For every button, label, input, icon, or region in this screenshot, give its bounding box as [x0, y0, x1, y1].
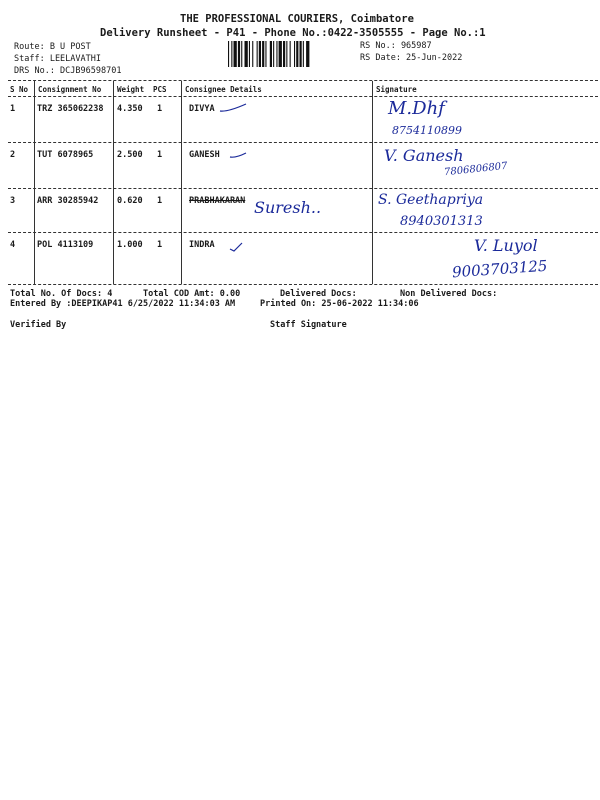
row-sno: 2 — [10, 150, 16, 160]
row-consignee: PRABHAKARAN — [189, 196, 246, 206]
total-docs: Total No. Of Docs: 4 — [10, 289, 113, 299]
recipient-phone: 7806806807 — [443, 160, 509, 179]
barcode — [228, 41, 348, 67]
barcode-bar — [231, 41, 232, 67]
row-sno: 3 — [10, 196, 16, 206]
non-delivered-docs: Non Delivered Docs: — [400, 289, 498, 299]
barcode-bar — [296, 41, 298, 67]
barcode-bar — [279, 41, 282, 67]
recipient-phone: 8754110899 — [392, 124, 462, 137]
entered-by: Entered By :DEEPIKAP41 6/25/2022 11:34:03 AM — [10, 299, 236, 309]
handwritten-annotation: Suresh.. — [254, 198, 322, 217]
barcode-bar — [273, 41, 274, 67]
row-weight: 1.000 — [117, 240, 143, 250]
col-header-consignee: Consignee Details — [185, 85, 262, 94]
row-pcs: 1 — [157, 104, 163, 114]
recipient-phone: 9003703125 — [451, 256, 548, 282]
row-pcs: 1 — [157, 196, 163, 206]
table-top-rule — [8, 80, 598, 81]
row-consignee: INDRA — [189, 240, 215, 250]
col-header-signature: Signature — [376, 85, 417, 94]
barcode-bar — [283, 41, 285, 67]
recipient-signature: S. Geethapriya — [378, 192, 484, 208]
barcode-bar — [290, 41, 291, 67]
row-divider — [8, 232, 598, 233]
row-divider — [8, 142, 598, 143]
row-consignment: POL 4113109 — [37, 240, 94, 250]
barcode-bar — [294, 41, 295, 67]
col-header-weight: Weight — [117, 85, 145, 94]
barcode-bar — [300, 41, 302, 67]
column-divider — [372, 81, 373, 284]
recipient-phone: 8940301313 — [400, 214, 483, 229]
printed-on: Printed On: 25-06-2022 11:34:06 — [260, 299, 419, 309]
column-divider — [113, 81, 114, 284]
recipient-signature: V. Ganesh — [384, 146, 464, 165]
barcode-bar — [265, 41, 266, 67]
barcode-bar — [303, 41, 304, 67]
row-consignment: TRZ 365062238 — [37, 104, 104, 114]
row-pcs: 1 — [157, 240, 163, 250]
barcode-bar — [262, 41, 264, 67]
barcode-bar — [252, 41, 253, 67]
col-header-consignment: Consignment No — [38, 85, 102, 94]
col-header-pcs: PCS — [153, 85, 167, 94]
barcode-bar — [286, 41, 287, 67]
verified-by: Verified By — [10, 320, 67, 330]
barcode-bar — [228, 41, 229, 67]
barcode-bar — [306, 41, 309, 67]
barcode-bar — [249, 41, 250, 67]
row-weight: 2.500 — [117, 150, 143, 160]
barcode-bar — [259, 41, 261, 67]
staff-signature: Staff Signature — [270, 320, 347, 330]
row-consignment: ARR 30285942 — [37, 196, 99, 206]
barcode-bar — [276, 41, 277, 67]
table-header-rule — [8, 96, 598, 97]
row-sno: 1 — [10, 104, 16, 114]
check-mark-icon — [218, 102, 248, 114]
barcode-bar — [257, 41, 258, 67]
barcode-bar — [234, 41, 237, 67]
barcode-bar — [238, 41, 240, 67]
delivered-docs: Delivered Docs: — [280, 289, 357, 299]
total-cod: Total COD Amt: 0.00 — [143, 289, 241, 299]
route-label: Route: B U POST — [14, 42, 91, 52]
row-weight: 4.350 — [117, 104, 143, 114]
staff-label: Staff: LEELAVATHI — [14, 54, 101, 64]
row-weight: 0.620 — [117, 196, 143, 206]
company-title: THE PROFESSIONAL COURIERS, Coimbatore — [180, 13, 414, 25]
row-consignee: DIVYA — [189, 104, 215, 114]
row-divider — [8, 188, 598, 189]
table-bottom-rule — [8, 284, 598, 285]
check-mark-icon — [228, 150, 248, 160]
barcode-bar — [270, 41, 272, 67]
rs-number: RS No.: 965987 — [360, 41, 432, 51]
row-sno: 4 — [10, 240, 16, 250]
column-divider — [181, 81, 182, 284]
recipient-signature: V. Luyol — [474, 236, 538, 255]
row-consignment: TUT 6078965 — [37, 150, 94, 160]
recipient-signature: M.Dhf — [388, 98, 445, 119]
barcode-bar — [241, 41, 242, 67]
col-header-sno: S No — [10, 85, 29, 94]
column-divider — [34, 81, 35, 284]
runsheet-title: Delivery Runsheet - P41 - Phone No.:0422-3505555 - Page No.:1 — [100, 27, 486, 39]
check-mark-icon — [228, 240, 244, 252]
rs-date: RS Date: 25-Jun-2022 — [360, 53, 463, 63]
drs-number: DRS No.: DCJB96598701 — [14, 66, 122, 76]
barcode-bar — [245, 41, 248, 67]
row-consignee: GANESH — [189, 150, 220, 160]
row-pcs: 1 — [157, 150, 163, 160]
